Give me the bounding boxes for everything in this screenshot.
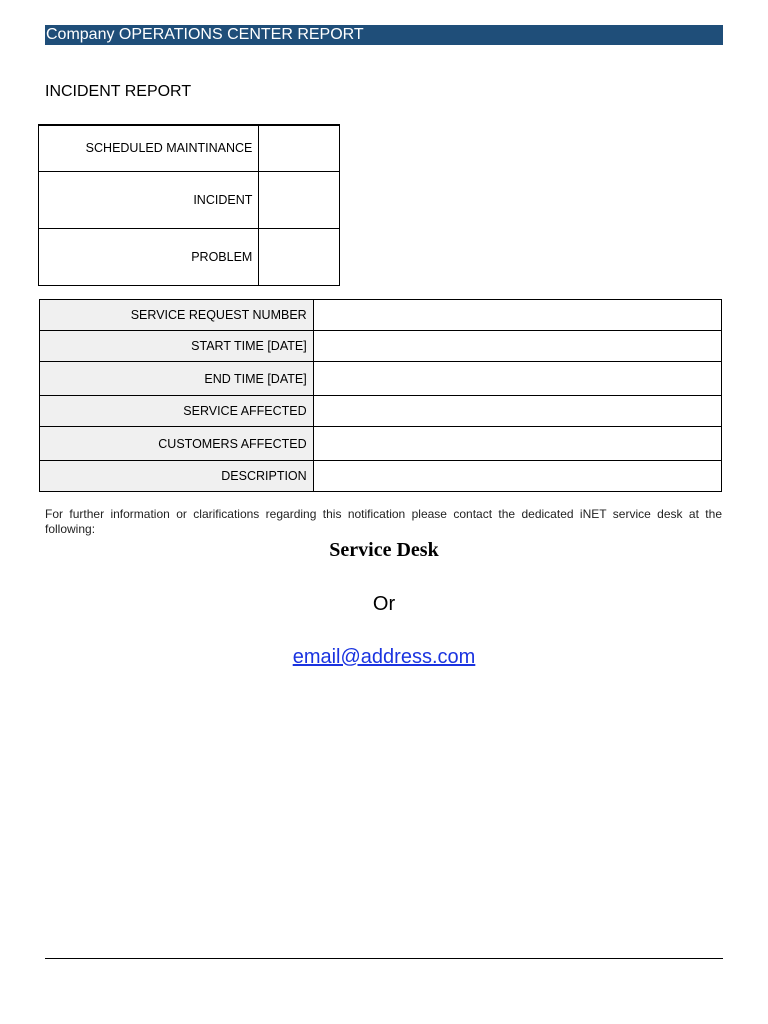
type-value-field[interactable] [259, 228, 340, 285]
type-value-field[interactable] [259, 125, 340, 171]
type-row-problem [39, 228, 340, 285]
details-row-end-time [40, 362, 722, 396]
details-value-field[interactable] [313, 362, 721, 396]
type-label: INCIDENT [39, 171, 259, 228]
type-label: PROBLEM [39, 228, 259, 285]
details-label: DESCRIPTION [40, 461, 314, 492]
or-separator: Or [372, 593, 396, 615]
details-label: START TIME [DATE] [40, 331, 314, 362]
details-value-field[interactable] [313, 461, 721, 492]
type-row-incident [39, 171, 340, 228]
contact-note: For further information or clarifications regarding this notification please contact the dedicated iNET service desk at the following: [45, 507, 722, 536]
details-label: SERVICE REQUEST NUMBER [40, 300, 314, 331]
service-desk-heading: Service Desk [329, 539, 439, 561]
footer-divider [45, 958, 723, 959]
email-link-container [0, 645, 768, 669]
email-link[interactable]: email@address.com [292, 646, 476, 668]
details-label: END TIME [DATE] [40, 362, 314, 396]
type-row-scheduled-maintenance [39, 125, 340, 171]
details-label: CUSTOMERS AFFECTED [40, 427, 314, 461]
report-title: INCIDENT REPORT [45, 83, 192, 100]
type-label: SCHEDULED MAINTINANCE [39, 125, 259, 171]
report-header-bar: Company OPERATIONS CENTER REPORT [45, 25, 723, 45]
type-value-field[interactable] [259, 171, 340, 228]
details-row-service-request-number [40, 300, 722, 331]
details-value-field[interactable] [313, 396, 721, 427]
details-row-start-time [40, 331, 722, 362]
details-value-field[interactable] [313, 300, 721, 331]
details-label: SERVICE AFFECTED [40, 396, 314, 427]
details-value-field[interactable] [313, 427, 721, 461]
details-row-customers-affected [40, 427, 722, 461]
details-row-description [40, 461, 722, 492]
incident-details-table [39, 299, 722, 492]
report-type-table [38, 124, 340, 286]
details-row-service-affected [40, 396, 722, 427]
details-value-field[interactable] [313, 331, 721, 362]
